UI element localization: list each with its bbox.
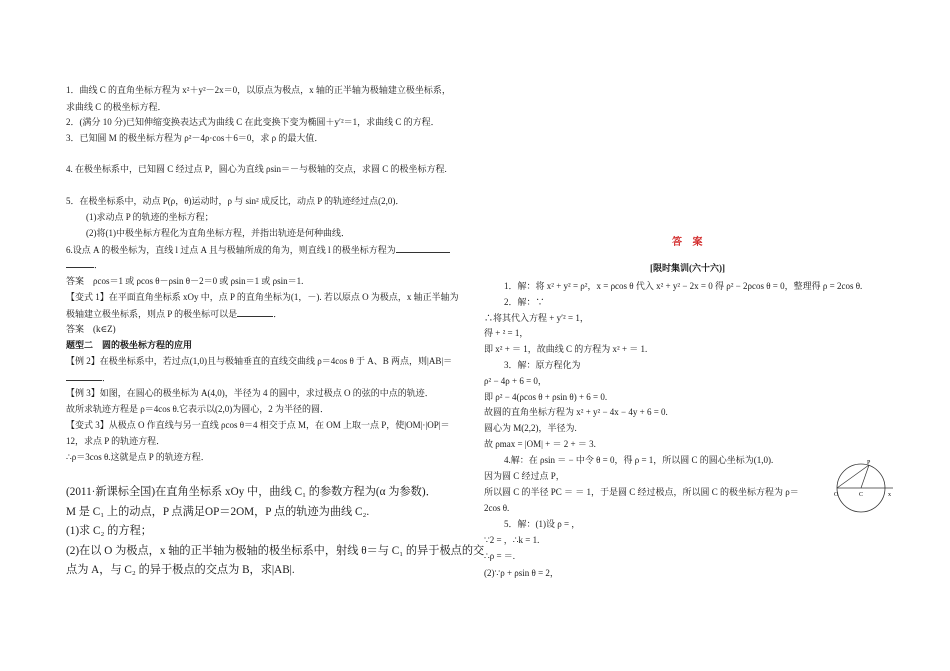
solution-4-line: 所以圆 C 的半径 PC ＝ ＝ 1，于是圆 C 经过极点，所以圆 C 的极坐标方程为 ρ＝ <box>484 487 799 497</box>
problem-6-text: 6.设点 A 的极坐标为，直线 l 过点 A 且与极轴所成的角为，则直线 l 的极坐标方程为 <box>66 245 396 255</box>
example-2-end <box>66 371 111 384</box>
variant-3-line-2: 12，求点 P 的轨迹方程． <box>66 436 166 446</box>
problem-2: 2．(满分 10 分)已知伸缩变换表达式为曲线 C 在此变换下变为椭圆＋y′²＝1，求曲线 C 的方程． <box>66 117 440 127</box>
exam-problem-part-2-end: 点为 A，与 C₂ 的异于极点的交点为 B，求|AB|. <box>66 564 295 576</box>
label-o: O <box>834 492 839 498</box>
example-3-answer: 故所求轨迹方程是 ρ＝4cos θ.它表示以(2,0)为圆心，2 为半径的圆． <box>66 404 330 414</box>
variant-1-end: ． <box>273 309 283 319</box>
solution-4-line: 因为圆 C 经过点 P， <box>484 471 565 481</box>
solution-3-start: 3．解：原方程化为 <box>504 360 581 370</box>
exam-problem-line-2: M 是 C₁ 上的动点，P 点满足OP＝2OM，P 点的轨迹为曲线 C₂. <box>66 506 370 518</box>
solution-3-line: 即 ρ² − 4(ρcos θ + ρsin θ) + 6 = 0. <box>484 392 608 402</box>
solution-3-line: ρ² − 4ρ + 6 = 0， <box>484 376 547 386</box>
section-heading: 题型二 圆的极坐标方程的应用 <box>66 340 193 350</box>
example-2-end-text: ． <box>102 373 112 383</box>
answer-6: 答案 ρcos＝1 或 ρcos θ－ρsin θ－2＝0 或 ρsin＝1 或 ρsin＝1. <box>66 276 304 286</box>
solution-1: 1．解：将 x² + y² = ρ²，x = ρcos θ 代入 x² + y² − 2x = 0 得 ρ² − 2ρcos θ = 0，整理得 ρ = 2cos θ. <box>504 281 863 291</box>
variant-1-answer: 答案 (k∈Z) <box>66 324 116 334</box>
solution-2-line: 得 + ² = 1， <box>484 328 529 338</box>
solution-3-line: 故圆的直角坐标方程为 x² + y² − 4x − 4y + 6 = 0. <box>484 407 668 417</box>
answers-subtitle: [限时集训(六十六)] <box>650 263 725 273</box>
problem-5-part-2: (2)将(1)中极坐标方程化为直角坐标方程，并指出轨迹是何种曲线． <box>86 228 350 238</box>
exam-problem-part-1: (1)求 C₂ 的方程； <box>66 525 152 537</box>
exam-problem-part-2: (2)在以 O 为极点，x 轴的正半轴为极轴的极坐标系中，射线 θ＝与 C₁ 的异于极点的交 <box>66 545 485 557</box>
answer-blank <box>66 371 102 381</box>
radius-line <box>837 465 869 488</box>
solution-2-line: 即 x² + ＝ 1，故曲线 C 的方程为 x² + ＝ 1. <box>484 344 648 354</box>
radius-pc <box>861 465 869 488</box>
exam-problem-line-1: (2011·新课标全国)在直角坐标系 xOy 中，曲线 C₁ 的参数方程为(α 为参数)． <box>66 486 437 498</box>
solution-5-line: (2)∵ρ + ρsin θ = 2， <box>484 568 559 578</box>
problem-6-end-text: ． <box>94 260 104 270</box>
label-c: C <box>859 492 864 498</box>
problem-1-line-1: 1．曲线 C 的直角坐标方程为 x²＋y²－2x＝0，以原点为极点，x 轴的正半轴为极轴建立极坐标系， <box>66 85 451 95</box>
solution-5-line: ∵2 = ，∴k = 1. <box>484 535 540 545</box>
example-3: 【例 3】如图，在圆心的极坐标为 A(4,0)，半径为 4 的圆中，求过极点 O 的弦的中点的轨迹． <box>66 388 434 398</box>
answer-blank <box>396 243 450 253</box>
solution-5-start: 5．解：(1)设 ρ = ， <box>504 519 581 529</box>
solution-5-line: ∴ρ = ＝. <box>484 551 516 561</box>
solution-2-start: 2．解：∵ <box>504 297 545 307</box>
solution-3-line: 圆心为 M(2,2)，半径为. <box>484 423 577 433</box>
answer-blank <box>66 258 94 268</box>
example-2: 【例 2】在极坐标系中，若过点(1,0)且与极轴垂直的直线交曲线 ρ＝4cos θ 于 A、B 两点，则|AB|＝ <box>66 356 453 366</box>
problem-6 <box>66 243 450 256</box>
problem-5: 5．在极坐标系中，动点 P(ρ，θ)运动时，ρ 与 sin² 成反比，动点 P 的轨迹经过点(2,0)． <box>66 196 405 206</box>
problem-3: 3．已知圆 M 的极坐标方程为 ρ²－4ρ·cos＋6＝0，求 ρ 的最大值． <box>66 133 324 143</box>
solution-4-end: 2cos θ. <box>484 503 510 513</box>
variant-3-answer: ∴ρ＝3cos θ.这就是点 P 的轨迹方程． <box>66 452 210 462</box>
problem-4: 4. 在极坐标系中，已知圆 C 经过点 P，圆心为直线 ρsin＝－与极轴的交点，求圆 C 的极坐标方程. <box>66 164 447 174</box>
problem-6-end <box>66 258 103 271</box>
label-x: x <box>888 492 891 498</box>
problem-1-line-2: 求曲线 C 的极坐标方程． <box>66 102 167 112</box>
answer-blank <box>237 307 273 317</box>
problem-5-part-1: (1)求动点 P 的轨迹的坐标方程； <box>86 212 214 222</box>
variant-1-text: 极轴建立极坐标系，则点 P 的极坐标可以是 <box>66 309 238 319</box>
variant-1-line-1: 【变式 1】在平面直角坐标系 xOy 中，点 P 的直角坐标为(1，－). 若以原点 O 为极点，x 轴正半轴为 <box>66 292 459 302</box>
label-p: P <box>867 460 871 466</box>
solution-3-line: 故 ρmax = |OM| + ＝ 2 + ＝ 3. <box>484 439 596 449</box>
variant-1-line-2 <box>66 307 282 320</box>
answers-title: 答 案 <box>672 237 707 248</box>
solution-2-line: ∴将其代入方程 + y′² = 1， <box>484 313 589 323</box>
circle-diagram <box>831 456 895 516</box>
solution-4-start: 4.解：在 ρsin ＝ − 中令 θ = 0，得 ρ = 1，所以圆 C 的圆心坐标为(1,0). <box>504 455 774 465</box>
variant-3-line-1: 【变式 3】从极点 O 作直线与另一直线 ρcos θ＝4 相交于点 M，在 OM 上取一点 P，使|OM|·|OP|＝ <box>66 420 450 430</box>
